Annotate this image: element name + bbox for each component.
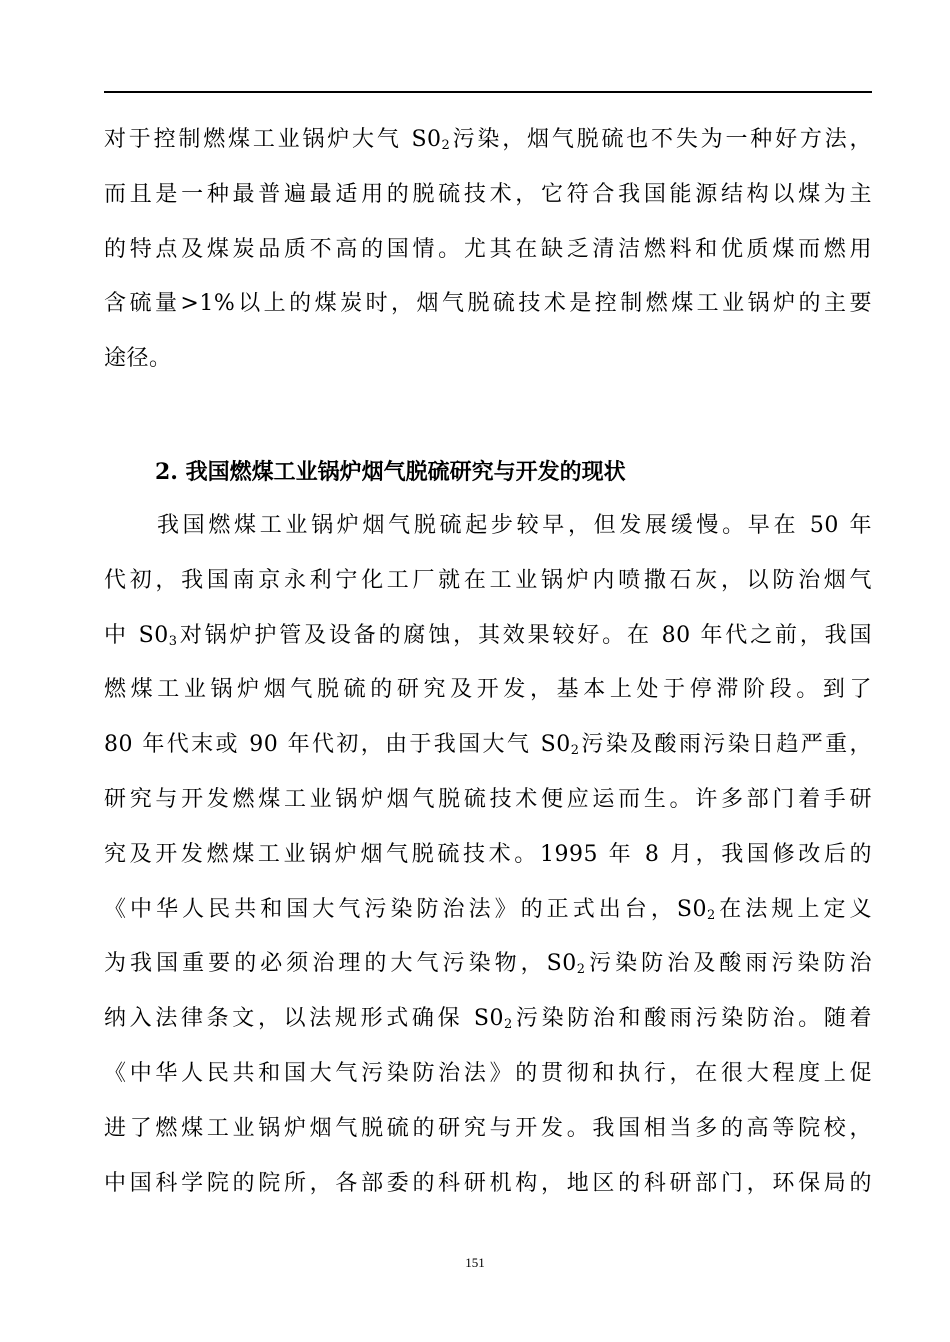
text-segment: 在法规上定义 [715, 896, 872, 922]
text-line [104, 609, 872, 664]
text-line [104, 223, 872, 278]
text-segment: 污染防治和酸雨污染防治。随着 [512, 1006, 872, 1032]
text-line [104, 663, 872, 718]
text-segment: 污染，烟气脱硫也不失为一种好方法， [450, 127, 872, 152]
text-line [104, 332, 872, 387]
text-segment: 《中华人民共和国大气污染防治法》的贯彻和执行，在很大程度上促 [104, 1060, 872, 1086]
text-segment: 《中华人民共和国大气污染防治法》的正式出台，S0 [104, 896, 707, 922]
text-segment: 究及开发燃煤工业锅炉烟气脱硫技术。1995 年 8 月，我国修改后的 [104, 841, 872, 867]
text-line [104, 1157, 872, 1212]
text-segment: 对于控制燃煤工业锅炉大气 S0 [104, 127, 442, 152]
paragraph-1 [104, 113, 872, 387]
text-segment: 含硫量>1%以上的煤炭时，烟气脱硫技术是控制燃煤工业锅炉的主要 [104, 291, 872, 317]
text-segment: 代初，我国南京永利宁化工厂就在工业锅炉内喷撒石灰，以防治烟气 [104, 567, 872, 593]
subscript: 2 [706, 907, 716, 923]
header-rule [104, 91, 872, 93]
paragraph-2 [104, 499, 872, 1211]
text-line [104, 168, 872, 223]
subscript: 2 [570, 743, 580, 759]
text-line [104, 554, 872, 609]
text-line [104, 1102, 872, 1157]
subscript: 2 [576, 962, 586, 978]
text-line [104, 113, 872, 168]
text-segment: 纳入法律条文，以法规形式确保 S0 [104, 1006, 504, 1032]
text-line [104, 773, 872, 828]
text-line [104, 718, 872, 773]
text-segment: 中国科学院的院所，各部委的科研机构，地区的科研部门，环保局的 [104, 1170, 872, 1196]
text-segment: 途径。 [104, 346, 172, 372]
text-segment: 研究与开发燃煤工业锅炉烟气脱硫技术便应运而生。许多部门着手研 [104, 786, 872, 812]
subscript: 2 [503, 1017, 513, 1033]
text-line [104, 883, 872, 938]
text-segment: 污染防治及酸雨污染防治 [585, 951, 872, 977]
text-segment: 污染及酸雨污染日趋严重， [579, 732, 872, 758]
text-line [104, 499, 872, 554]
text-segment: 对锅炉护管及设备的腐蚀，其效果较好。在 80 年代之前，我国 [177, 622, 873, 648]
text-segment: 的特点及煤炭品质不高的国情。尤其在缺乏清洁燃料和优质煤而燃用 [104, 236, 872, 262]
page-number: 151 [465, 1255, 485, 1270]
text-segment: 燃煤工业锅炉烟气脱硫的研究及开发，基本上处于停滞阶段。到了 [104, 677, 872, 703]
text-segment: 80 年代末或 90 年代初，由于我国大气 S0 [104, 732, 571, 758]
subscript: 3 [168, 633, 178, 649]
section-heading: 2. 我国燃煤工业锅炉烟气脱硫研究与开发的现状 [155, 459, 626, 485]
text-segment: 中 S0 [104, 622, 169, 648]
text-segment: 我国燃煤工业锅炉烟气脱硫起步较早，但发展缓慢。早在 50 年 [157, 513, 872, 538]
subscript: 2 [441, 138, 451, 153]
text-line [104, 277, 872, 332]
text-line [104, 937, 872, 992]
text-line [104, 992, 872, 1047]
text-segment: 而且是一种最普遍最适用的脱硫技术，它符合我国能源结构以煤为主 [104, 181, 872, 207]
text-line [104, 828, 872, 883]
text-line [104, 1047, 872, 1102]
text-segment: 为我国重要的必须治理的大气污染物，S0 [104, 951, 577, 977]
text-segment: 进了燃煤工业锅炉烟气脱硫的研究与开发。我国相当多的高等院校， [104, 1115, 872, 1141]
